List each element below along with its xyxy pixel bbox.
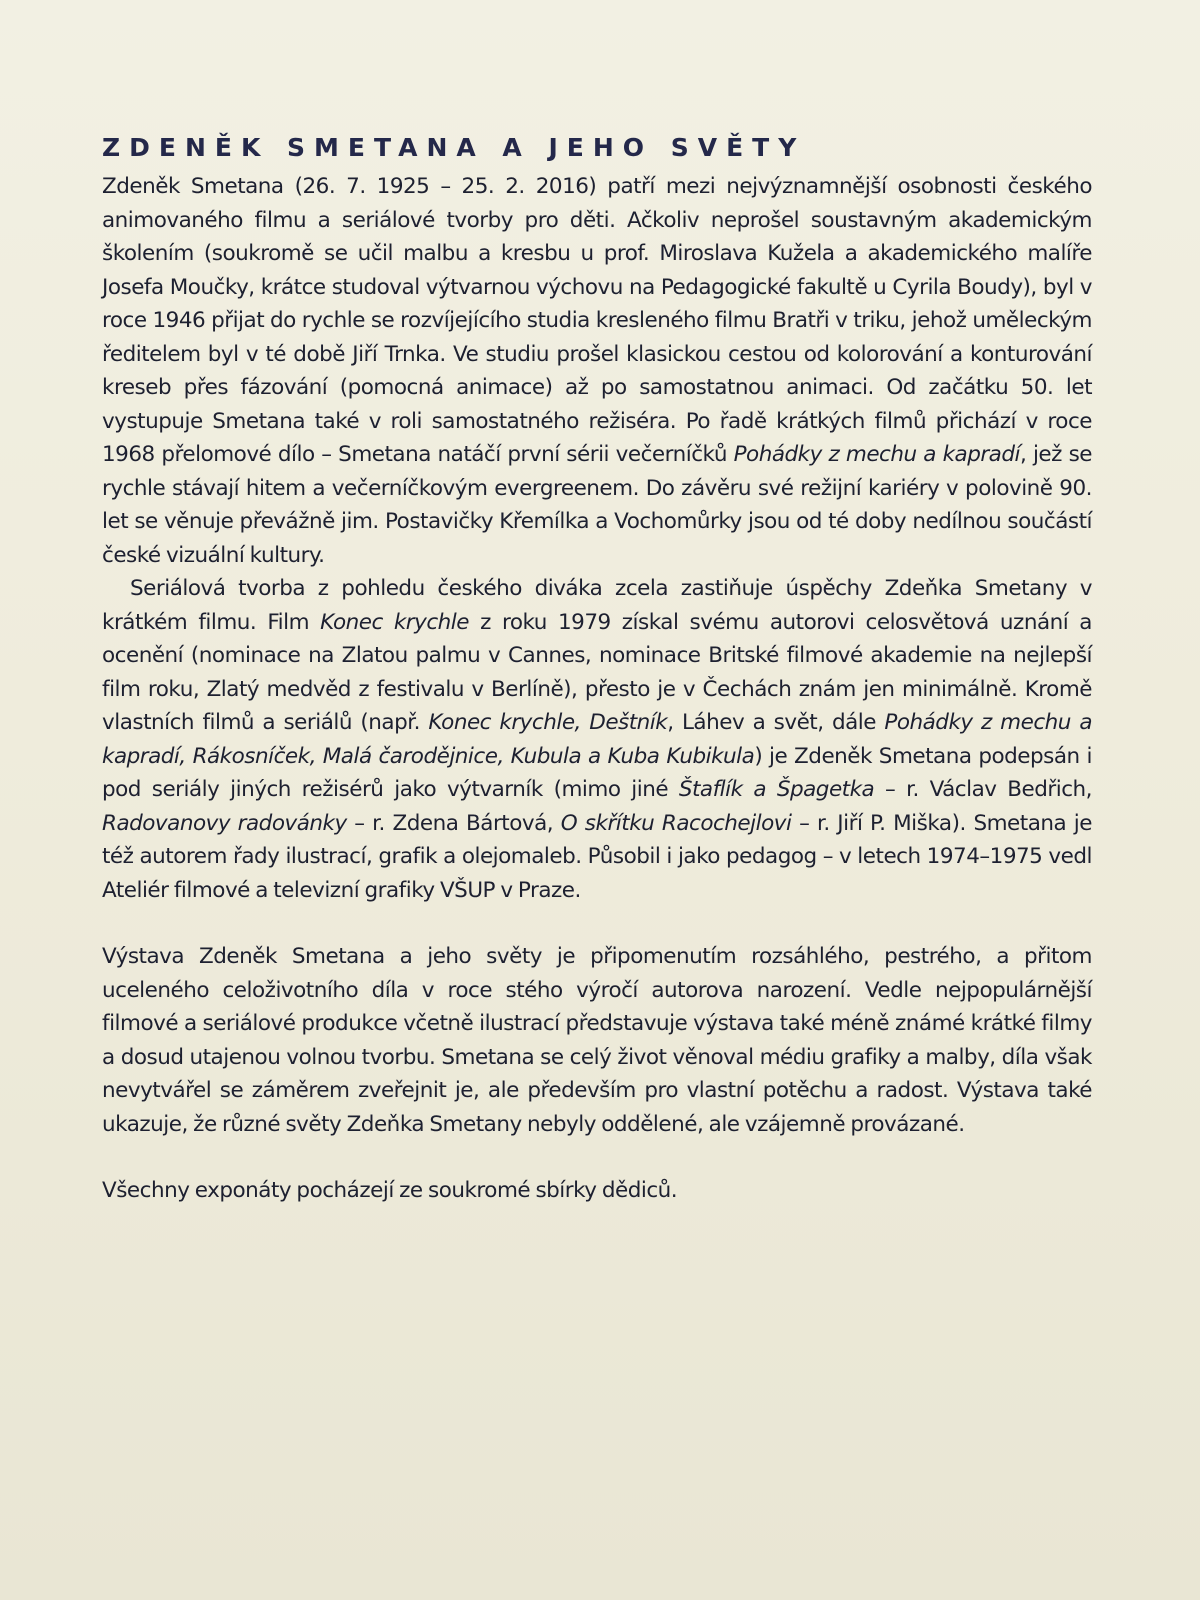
italic-title: Radovanovy radovánky (102, 810, 347, 836)
text-run: z roku 1979 získal svému autorovi celosvětová uznání a ocenění (nominace na Zlatou palmu v Cannes, nominace Britské filmové akademie na nejlepší film roku, Zlatý medvěd z festivalu v Berlíně), přesto je v Čechách znám jen minimálně. Kromě vlastních filmů a seriálů (např. (102, 609, 1092, 735)
paragraph-spacer (102, 1141, 1092, 1174)
paragraph-exhibits-note: Všechny exponáty pocházejí ze soukromé sbírky dědiců. (102, 1178, 678, 1203)
italic-title: O skřítku Racochejlovi (560, 810, 792, 836)
text-run: – r. Jiří P. Miška). Smetana je též autorem řady ilustrací, grafik a olejomaleb. Působil i jako pedagog – v letech 1974–1975 vedl Ateliér filmové a televizní grafiky VŠUP v Praze. (102, 810, 1092, 903)
page-title: ZDENĚK SMETANA A JEHO SVĚTY (102, 133, 806, 162)
paragraph-spacer (102, 907, 1092, 940)
text-run: – r. Václav Bedřich, (874, 777, 1092, 802)
paragraph-exhibition: Výstava Zdeněk Smetana a jeho světy je připomenutím rozsáhlého, pestrého, a přitom uceleného celoživotního díla v roce stého výročí autorova narození. Vedle nejpopulárnější filmové a seriálové produkce včetně ilustrací představuje výstava také méně známé krátké filmy a dosud utajenou volnou tvorbu. Smetana se celý život věnoval médiu grafiky a malby, díla však nevytvářel se záměrem zveřejnit je, ale především pro vlastní potěchu a radost. Výstava také ukazuje, že různé světy Zdeňka Smetany nebyly oddělené, ale vzájemně provázané. (102, 944, 1092, 1137)
italic-title: Pohádky z mechu a kapradí, Rákosníček, Malá čarodějnice, Kubula a Kuba Kubikula (102, 710, 1092, 769)
text-run: – r. Zdena Bártová, (346, 810, 561, 836)
italic-title: Pohádky z mechu a kapradí (733, 442, 1020, 467)
text-run: Zdeněk Smetana (26. 7. 1925 – 25. 2. 2016) patří mezi nejvýznamnější osobnosti českého animovaného filmu a seriálové tvorby pro děti. Ačkoliv neprošel soustavným akademickým školením (soukromě se učil malbu a kresbu u prof. Miroslava Kužela a akademického malíře Josefa Moučky, krátce studoval výtvarnou výchovu na Pedagogické fakultě u Cyrila Boudy), byl v roce 1946 přijat do rychle se rozvíjejícího studia kresleného filmu Bratři v triku, jehož uměleckým ředitelem byl v té době Jiří Trnka. Ve studiu prošel klasickou cestou od kolorování a konturování kreseb přes fázování (pomocná animace) až po samostatnou animaci. Od začátku 50. let vystupuje Smetana také v roli samostatného režiséra. Po řadě krátkých filmů přichází v roce 1968 přelomové dílo – Smetana natáčí první sérii večerníčků (102, 174, 1092, 467)
paragraph-biography (102, 170, 1092, 572)
text-run: , Láhev a svět, dále (667, 710, 885, 735)
italic-title: Štaflík a Špagetka (678, 777, 875, 802)
text-run: ) je Zdeněk Smetana podepsán i pod seriály jiných režisérů jako výtvarník (mimo jiné (102, 743, 1092, 802)
text-run: Seriálová tvorba z pohledu českého diváka zcela zastiňuje úspěchy Zdeňka Smetany v krátkém filmu. Film (102, 576, 1092, 635)
text-run: , jež se rychle stávají hitem a večerníčkovým evergreenem. Do závěru své režijní kariéry v polovině 90. let se věnuje převážně jim. Postavičky Křemílka a Vochomůrky jsou od té doby nedílnou součástí české vizuální kultury. (102, 442, 1093, 568)
exhibition-text-panel (102, 128, 1092, 1208)
italic-title: Konec krychle (320, 609, 470, 635)
italic-title: Konec krychle, Deštník (428, 710, 668, 735)
paragraph-short-films (102, 572, 1092, 907)
